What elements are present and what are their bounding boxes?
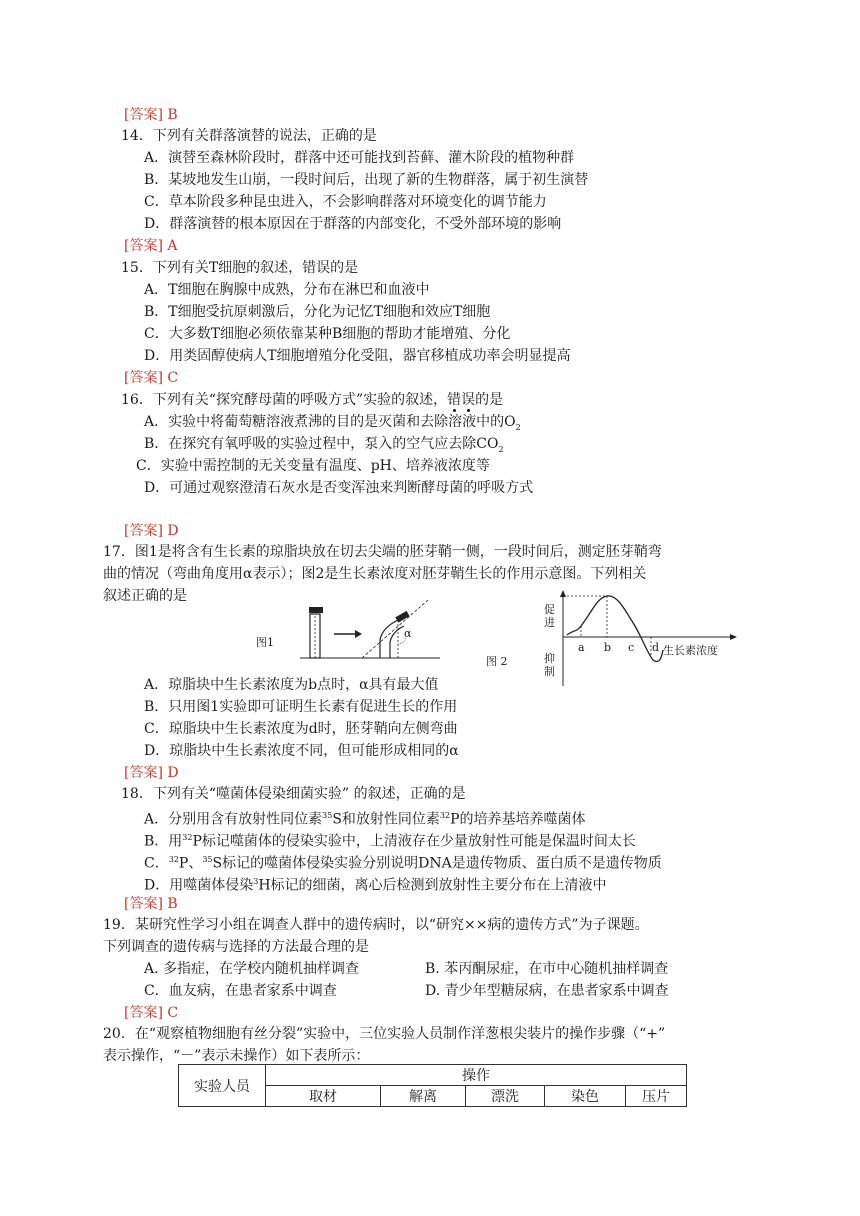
figure-1-label: 图1 xyxy=(256,636,274,649)
answer-18: [答案] B xyxy=(124,896,178,912)
answer-14: [答案] A xyxy=(124,238,178,254)
question-17-stem-line3: 叙述正确的是 xyxy=(103,588,187,604)
question-17-stem-line1: 17．图1是将含有生长素的琼脂块放在切去尖端的胚芽鞘一侧，一段时间后，测定胚芽鞘弯 xyxy=(103,544,662,560)
question-18-option-c: C．$^{32}$P、$^{35}$S标记的噬菌体侵染实验分别说明DNA是遗传物质、蛋白质不是遗传物质 xyxy=(144,855,662,872)
question-19-option-c: C．血友病，在患者家系中调查 xyxy=(144,983,337,999)
question-16-option-b: B．在探究有氧呼吸的实验过程中，泵入的空气应去除$CO_2$ xyxy=(144,436,504,454)
emphasis-dot-char: 错 xyxy=(447,392,462,408)
question-15-option-a: A．T细胞在胸腺中成熟，分布在淋巴和血液中 xyxy=(144,282,430,298)
question-14-option-b: B．某坡地发生山崩，一段时间后，出现了新的生物群落，属于初生演替 xyxy=(144,172,589,188)
question-20-stem-line2: 表示操作，“－”表示未操作）如下表所示： xyxy=(103,1048,370,1064)
question-16-option-d: D．可通过观察澄清石灰水是否变浑浊来判断酵母菌的呼吸方式 xyxy=(144,480,534,496)
figure-2-x-label: 生长素浓度 xyxy=(663,644,718,657)
figure-1-alpha-label: α xyxy=(404,627,412,640)
answer-19: [答案] C xyxy=(124,1005,179,1021)
question-19-option-a: A. 多指症，在学校内随机抽样调查 xyxy=(144,961,360,977)
answer-15: [答案] C xyxy=(124,370,179,386)
question-15-option-b: B．T细胞受抗原刺激后，分化为记忆T细胞和效应T细胞 xyxy=(144,304,491,320)
question-16-stem-end: 的是 xyxy=(475,392,504,408)
table-header-step: 解离 xyxy=(381,1086,466,1107)
figure-2-label: 图 2 xyxy=(486,655,508,668)
question-18-option-b: B．用$^{32}$P标记噬菌体的侵染实验中，上清液存在少量放射性可能是保温时间太长 xyxy=(144,833,636,850)
figure-2-tick-c: c xyxy=(628,641,635,654)
figure-1-coleoptile-diagram xyxy=(300,600,450,662)
question-17-option-d: D．琼脂块中生长素浓度不同，但可能形成相同的α xyxy=(144,743,459,759)
figure-2-y-promote-2: 进 xyxy=(544,616,555,629)
figure-2-tick-b: b xyxy=(604,641,612,654)
question-16-option-a: A．实验中将葡萄糖溶液煮沸的目的是灭菌和去除溶液中的$O_2$ xyxy=(144,414,521,432)
question-16-stem xyxy=(121,390,503,410)
answer-17: [答案] D xyxy=(124,765,179,781)
question-19-stem-line2: 下列调查的遗传病与选择的方法最合理的是 xyxy=(103,939,369,955)
question-14-option-c: C．草本阶段多种昆虫进入，不会影响群落对环境变化的调节能力 xyxy=(144,194,547,210)
question-15-option-d: D．用类固醇使病人T细胞增殖分化受阻，器官移植成功率会明显提高 xyxy=(144,348,571,364)
question-18-option-d: D．用噬菌体侵染$^3$H标记的细菌，离心后检测到放射性主要分布在上清液中 xyxy=(144,877,607,894)
question-15-stem: 15．下列有关T细胞的叙述，错误的是 xyxy=(121,260,359,276)
table-header-step: 压片 xyxy=(626,1086,687,1107)
figure-2-growth-curve xyxy=(555,590,740,690)
table-header-step: 染色 xyxy=(545,1086,626,1107)
question-14-stem: 14．下列有关群落演替的说法，正确的是 xyxy=(121,128,377,144)
table-header-person: 实验人员 xyxy=(179,1065,266,1107)
question-17-option-c: C．琼脂块中生长素浓度为d时，胚芽鞘向左侧弯曲 xyxy=(144,721,458,737)
question-17-option-b: B．只用图1实验即可证明生长素有促进生长的作用 xyxy=(144,699,458,715)
table-header-operations: 操作 xyxy=(266,1065,687,1086)
question-20-stem-line1: 20．在“观察植物细胞有丝分裂”实验中，三位实验人员制作洋葱根尖装片的操作步骤（“+” xyxy=(103,1026,666,1042)
question-18-option-a: A．分别用含有放射性同位素$^{35}$S和放射性同位素$^{32}$P的培养基培养噬菌体 xyxy=(144,811,586,828)
operations-table xyxy=(178,1064,687,1107)
question-16-stem-start: 16．下列有关“探究酵母菌的呼吸方式”实验的叙述， xyxy=(121,392,448,408)
question-17-option-a: A．琼脂块中生长素浓度为b点时，α具有最大值 xyxy=(144,677,439,693)
question-18-stem: 18．下列有关“噬菌体侵染细菌实验” 的叙述，正确的是 xyxy=(121,786,466,802)
figure-2-y-inhibit-1: 抑 xyxy=(544,652,555,665)
answer-13: [答案] B xyxy=(124,107,178,123)
question-17-stem-line2: 曲的情况（弯曲角度用α表示）；图2是生长素浓度对胚芽鞘生长的作用示意图。下列相关 xyxy=(103,566,647,582)
figure-2-tick-d: d xyxy=(652,641,660,654)
question-19-option-b: B. 苯丙酮尿症，在市中心随机抽样调查 xyxy=(425,961,669,977)
figure-2-y-inhibit-2: 制 xyxy=(544,665,555,678)
question-14-option-a: A．演替至森林阶段时，群落中还可能找到苔藓、灌木阶段的植物种群 xyxy=(144,150,575,166)
figure-2-tick-a: a xyxy=(578,641,585,654)
question-14-option-d: D．群落演替的根本原因在于群落的内部变化，不受外部环境的影响 xyxy=(144,216,562,232)
table-header-step: 漂洗 xyxy=(466,1086,545,1107)
answer-16: [答案] D xyxy=(124,523,179,539)
figure-2-y-promote-1: 促 xyxy=(544,603,555,616)
question-19-option-d: D. 青少年型糖尿病，在患者家系中调查 xyxy=(425,983,669,999)
table-header-step: 取材 xyxy=(266,1086,381,1107)
emphasis-dot-char: 误 xyxy=(461,392,476,408)
question-16-option-c: C．实验中需控制的无关变量有温度、pH、培养液浓度等 xyxy=(136,458,490,474)
question-19-stem-line1: 19．某研究性学习小组在调查人群中的遗传病时，以“研究××病的遗传方式”为子课题。 xyxy=(103,917,649,933)
question-15-option-c: C．大多数T细胞必须依靠某种B细胞的帮助才能增殖、分化 xyxy=(144,326,511,342)
